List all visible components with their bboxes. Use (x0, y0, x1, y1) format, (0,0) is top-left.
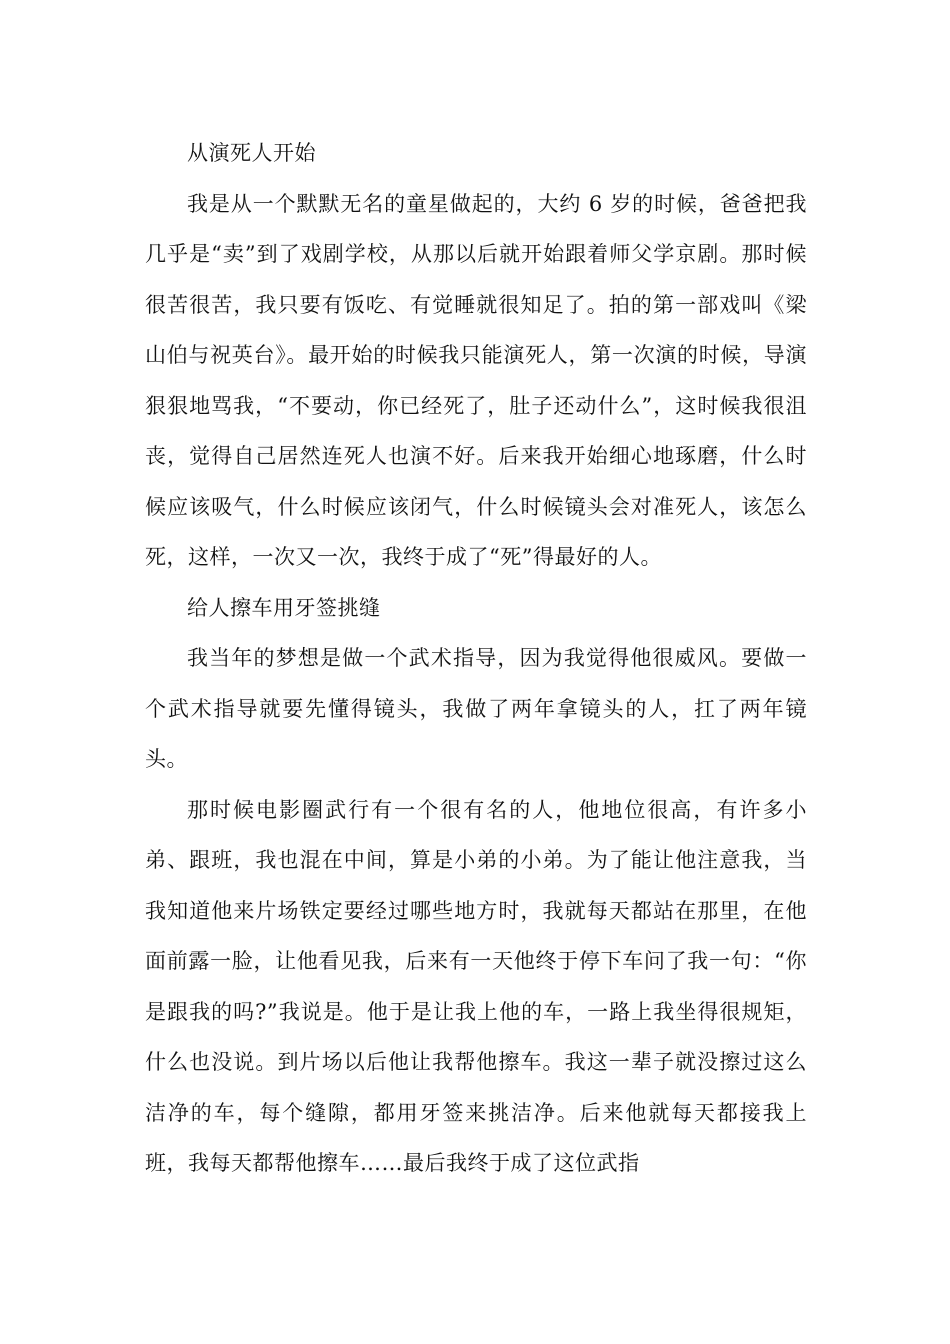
section-heading: 给人擦车用牙签挑缝 (187, 595, 381, 620)
paragraph: 我是从一个默默无名的童星做起的，大约 6 岁的时候，爸爸把我几乎是“卖”到了戏剧学校，从那以后就开始跟着师父学京剧。那时候很苦很苦，我只要有饭吃、有觉睡就很知足了。拍的第一部戏叫《梁山伯与祝英台》。最开始的时候我只能演死人，第一次演的时候，导演狠狠地骂我，“不要动，你已经死了，肚子还动什么”，这时候我很沮丧，觉得自己居然连死人也演不好。后来我开始细心地琢磨，什么时候应该吸气，什么时候应该闭气，什么时候镜头会对准死人，该怎么死，这样，一次又一次，我终于成了“死”得最好的人。 (145, 191, 807, 569)
section-car-cleaning (145, 583, 807, 1189)
paragraph: 那时候电影圈武行有一个很有名的人，他地位很高，有许多小弟、跟班，我也混在中间，算是小弟的小弟。为了能让他注意我，当我知道他来片场铁定要经过哪些地方时，我就每天都站在那里，在他面前露一脸，让他看见我，后来有一天他终于停下车问了我一句：“你是跟我的吗?”我说是。他于是让我上他的车，一路上我坐得很规矩，什么也没说。到片场以后他让我帮他擦车。我这一辈子就没擦过这么洁净的车，每个缝隙，都用牙签来挑洁净。后来他就每天都接我上班，我每天都帮他擦车……最后我终于成了这位武指 (145, 797, 807, 1175)
section-acting-dead (145, 128, 807, 583)
section-heading: 从演死人开始 (187, 141, 316, 165)
document-body (145, 128, 807, 1189)
paragraph: 我当年的梦想是做一个武术指导，因为我觉得他很威风。要做一个武术指导就要先懂得镜头，我做了两年拿镜头的人，扛了两年镜头。 (145, 646, 807, 771)
